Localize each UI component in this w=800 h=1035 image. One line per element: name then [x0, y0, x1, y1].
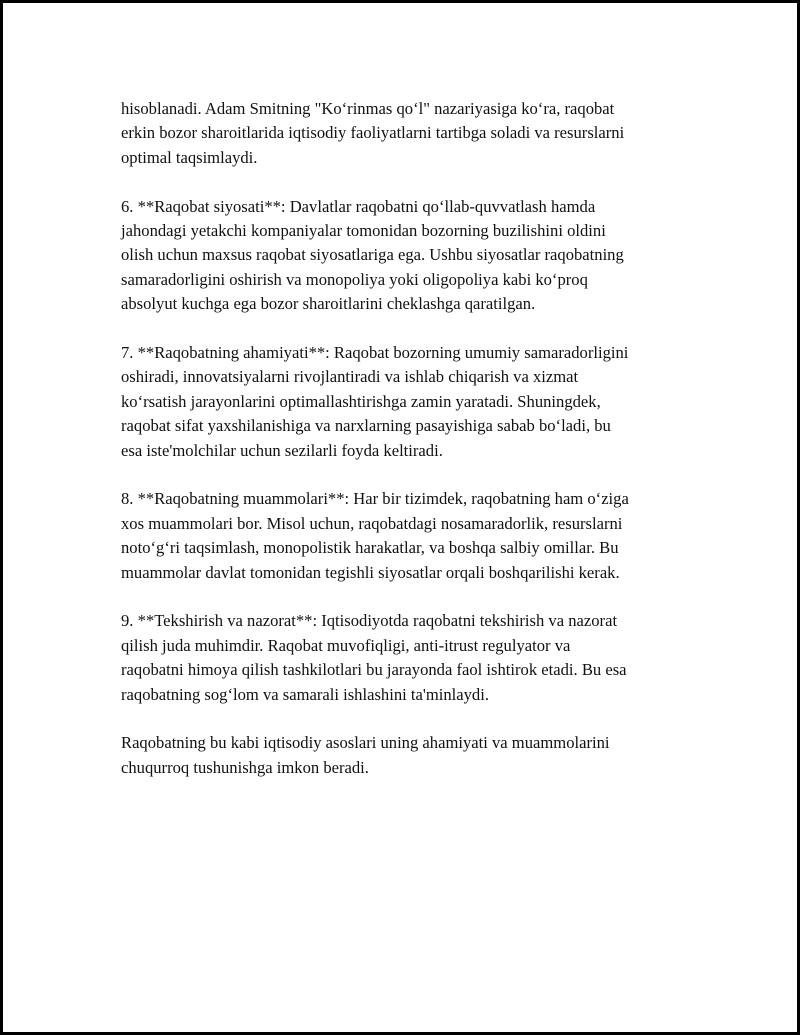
text-line: 8. **Raqobatning muammolari**: Har bir tizimdek, raqobatning ham o‘ziga: [121, 489, 629, 509]
text-line: raqobatning sog‘lom va samarali ishlashini ta'minlaydi.: [121, 684, 489, 704]
text-line: raqobatni himoya qilish tashkilotlari bu jarayonda faol ishtirok etadi. Bu esa: [121, 660, 627, 680]
paragraph-intro-continuation: [121, 97, 701, 170]
text-line: jahondagi yetakchi kompaniyalar tomonidan bozorning buzilishini oldini: [121, 221, 606, 241]
paragraph-raqobat-muammolari: [121, 487, 701, 585]
text-line: absolyut kuchga ega bozor sharoitlarini cheklashga qaratilgan.: [121, 294, 536, 314]
text-line: 7. **Raqobatning ahamiyati**: Raqobat bozorning umumiy samaradorligini: [121, 343, 629, 363]
text-line: qilish juda muhimdir. Raqobat muvofiqligi, anti-itrust regulyator va: [121, 635, 571, 655]
text-line: optimal taqsimlaydi.: [121, 147, 258, 167]
text-line: noto‘g‘ri taqsimlash, monopolistik harakatlar, va boshqa salbiy omillar. Bu: [121, 538, 619, 558]
paragraph-gap: [121, 707, 701, 731]
text-line: esa iste'molchilar uchun sezilarli foyda keltiradi.: [121, 440, 443, 460]
text-line: raqobat sifat yaxshilanishiga va narxlarning pasayishiga sabab bo‘ladi, bu: [121, 416, 611, 436]
paragraph-raqobat-ahamiyati: [121, 341, 701, 463]
paragraph-gap: [121, 317, 701, 341]
text-line: ko‘rsatish jarayonlarini optimallashtirishga zamin yaratadi. Shuningdek,: [121, 391, 601, 411]
text-line: 9. **Tekshirish va nazorat**: Iqtisodiyotda raqobatni tekshirish va nazorat: [121, 611, 618, 631]
paragraph-raqobat-siyosati: [121, 195, 701, 317]
text-line: Raqobatning bu kabi iqtisodiy asoslari uning ahamiyati va muammolarini: [121, 733, 610, 753]
text-line: 6. **Raqobat siyosati**: Davlatlar raqobatni qo‘llab-quvvatlash hamda: [121, 196, 596, 216]
text-line: erkin bozor sharoitlarida iqtisodiy faoliyatlarni tartibga soladi va resurslarni: [121, 123, 625, 143]
text-line: olish uchun maxsus raqobat siyosatlariga ega. Ushbu siyosatlar raqobatning: [121, 245, 624, 265]
text-line: samaradorligini oshirish va monopoliya yoki oligopoliya kabi ko‘proq: [121, 269, 588, 289]
document-body: [121, 97, 701, 780]
paragraph-tekshirish-nazorat: [121, 609, 701, 707]
text-line: muammolar davlat tomonidan tegishli siyosatlar orqali boshqarilishi kerak.: [121, 562, 620, 582]
paragraph-conclusion: [121, 731, 701, 780]
text-line: oshiradi, innovatsiyalarni rivojlantiradi va ishlab chiqarish va xizmat: [121, 367, 579, 387]
paragraph-gap: [121, 585, 701, 609]
text-line: chuqurroq tushunishga imkon beradi.: [121, 757, 369, 777]
text-line: xos muammolari bor. Misol uchun, raqobatdagi nosamaradorlik, resurslarni: [121, 513, 623, 533]
paragraph-gap: [121, 170, 701, 194]
text-line: hisoblanadi. Adam Smitning "Ko‘rinmas qo‘l" nazariyasiga ko‘ra, raqobat: [121, 99, 615, 118]
paragraph-gap: [121, 463, 701, 487]
